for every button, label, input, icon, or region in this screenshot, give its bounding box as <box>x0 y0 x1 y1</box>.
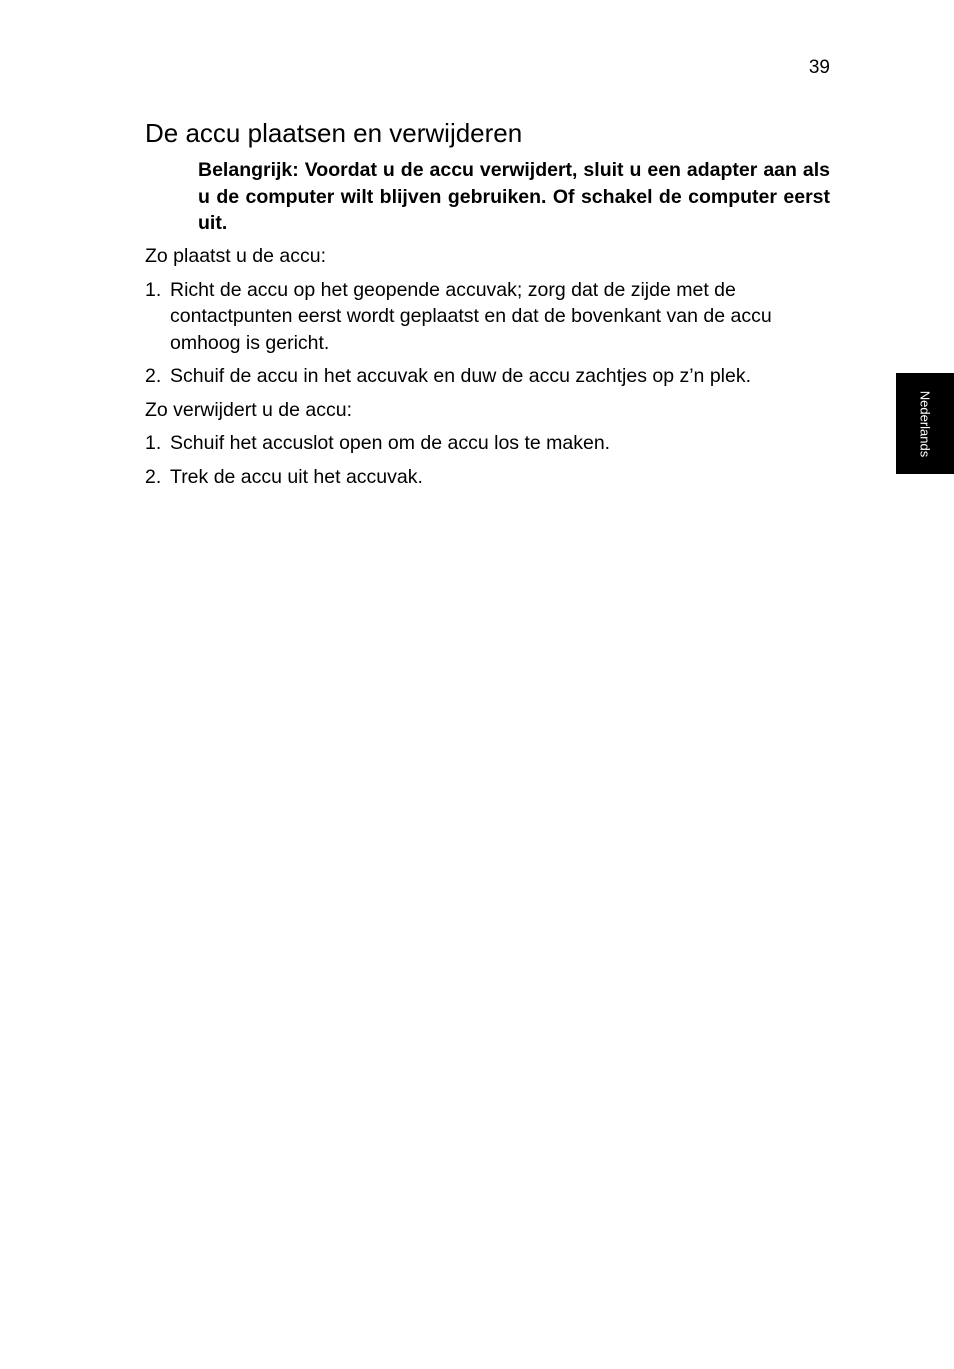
step-number: 2. <box>145 365 162 387</box>
step-number: 2. <box>145 465 162 488</box>
insert-steps-list <box>145 277 835 390</box>
language-side-tab-label: Nederlands <box>917 390 933 457</box>
step-number: 1. <box>145 278 162 301</box>
insert-step <box>145 277 835 357</box>
step-text: Schuif de accu in het accuvak en duw de accu zachtjes op z’n plek. <box>170 365 752 387</box>
insert-intro: Zo plaatst u de accu: <box>145 245 327 267</box>
page-number: 39 <box>808 57 830 78</box>
remove-step <box>145 464 835 491</box>
step-text: Richt de accu op het geopende accuvak; zorg dat de zijde met de contactpunten eerst wordt geplaatst en dat de bovenkant van de accu omhoog is gericht. <box>170 278 772 354</box>
step-text: Trek de accu uit het accuvak. <box>170 465 423 488</box>
remove-steps-list <box>145 430 835 490</box>
section-title: De accu plaatsen en verwijderen <box>145 118 523 148</box>
insert-step <box>145 363 835 390</box>
step-number: 1. <box>145 432 162 454</box>
remove-step <box>145 430 835 457</box>
instructions <box>145 243 835 497</box>
step-text: Schuif het accuslot open om de accu los te maken. <box>170 432 611 454</box>
language-side-tab <box>896 373 954 474</box>
important-note: Belangrijk: Voordat u de accu verwijdert, sluit u een adapter aan als u de computer wilt blijven gebruiken. Of schakel de computer eerst uit. <box>198 159 830 234</box>
remove-intro: Zo verwijdert u de accu: <box>145 398 353 421</box>
